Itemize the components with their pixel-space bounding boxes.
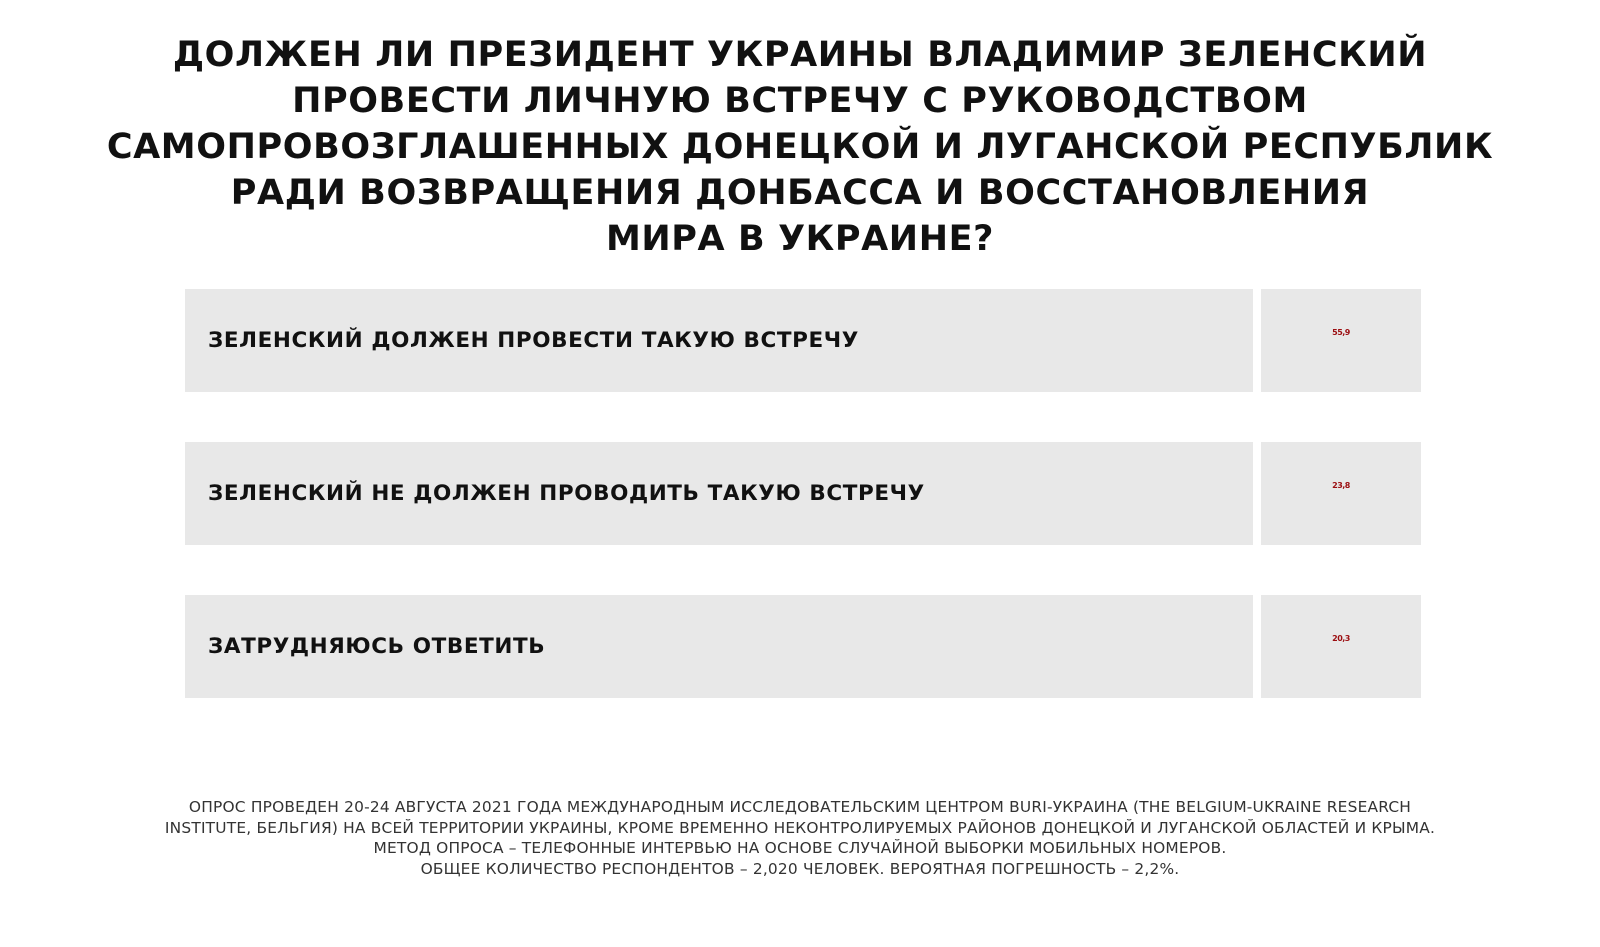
answer-label: ЗЕЛЕНСКИЙ НЕ ДОЛЖЕН ПРОВОДИТЬ ТАКУЮ ВСТРЕЧУ: [208, 481, 925, 506]
result-row: [185, 442, 1418, 545]
footnote-line: ОПРОС ПРОВЕДЕН 20-24 АВГУСТА 2021 ГОДА МЕЖДУНАРОДНЫМ ИССЛЕДОВАТЕЛЬСКИМ ЦЕНТРОМ BURI-УКРАИНА (THE BELGIUM-UKRAINE RESEARCH: [188, 798, 1412, 816]
footnote-line: ОБЩЕЕ КОЛИЧЕСТВО РЕСПОНДЕНТОВ – 2,020 ЧЕЛОВЕК. ВЕРОЯТНАЯ ПОГРЕШНОСТЬ – 2,2%.: [420, 859, 1180, 878]
value-box: [1261, 595, 1421, 698]
footnote-line: МЕТОД ОПРОСА – ТЕЛЕФОННЫЕ ИНТЕРВЬЮ НА ОСНОВЕ СЛУЧАЙНОЙ ВЫБОРКИ МОБИЛЬНЫХ НОМЕРОВ.: [373, 839, 1227, 857]
answer-box: [185, 442, 1253, 545]
survey-methodology-note: [60, 797, 1540, 879]
footnote-line: INSTITUTE, БЕЛЬГИЯ) НА ВСЕЙ ТЕРРИТОРИИ УКРАИНЫ, КРОМЕ ВРЕМЕННО НЕКОНТРОЛИРУЕМЫХ РАЙОНОВ ДОНЕЦКОЙ И ЛУГАНСКОЙ ОБЛАСТЕЙ И КРЫМА.: [164, 818, 1436, 837]
value-label: 55,9: [1332, 328, 1350, 337]
result-row: [185, 595, 1418, 698]
result-row: [185, 289, 1418, 392]
chart-title-line: ДОЛЖЕН ЛИ ПРЕЗИДЕНТ УКРАИНЫ ВЛАДИМИР ЗЕЛЕНСКИЙ: [172, 35, 1428, 75]
value-label: 23,8: [1332, 481, 1350, 490]
chart-title-line: САМОПРОВОЗГЛАШЕННЫХ ДОНЕЦКОЙ И ЛУГАНСКОЙ РЕСПУБЛИК: [106, 127, 1494, 167]
results-table: [185, 289, 1418, 748]
chart-title: [100, 32, 1500, 262]
value-label: 20,3: [1332, 634, 1350, 643]
answer-label: ЗЕЛЕНСКИЙ ДОЛЖЕН ПРОВЕСТИ ТАКУЮ ВСТРЕЧУ: [208, 328, 859, 353]
value-box: [1261, 442, 1421, 545]
chart-title-line: ПРОВЕСТИ ЛИЧНУЮ ВСТРЕЧУ С РУКОВОДСТВОМ: [292, 81, 1308, 121]
value-box: [1261, 289, 1421, 392]
answer-box: [185, 289, 1253, 392]
answer-label: ЗАТРУДНЯЮСЬ ОТВЕТИТЬ: [208, 634, 546, 659]
chart-title-line: МИРА В УКРАИНЕ?: [605, 219, 995, 259]
answer-box: [185, 595, 1253, 698]
chart-title-line: РАДИ ВОЗВРАЩЕНИЯ ДОНБАССА И ВОССТАНОВЛЕНИЯ: [230, 173, 1370, 213]
